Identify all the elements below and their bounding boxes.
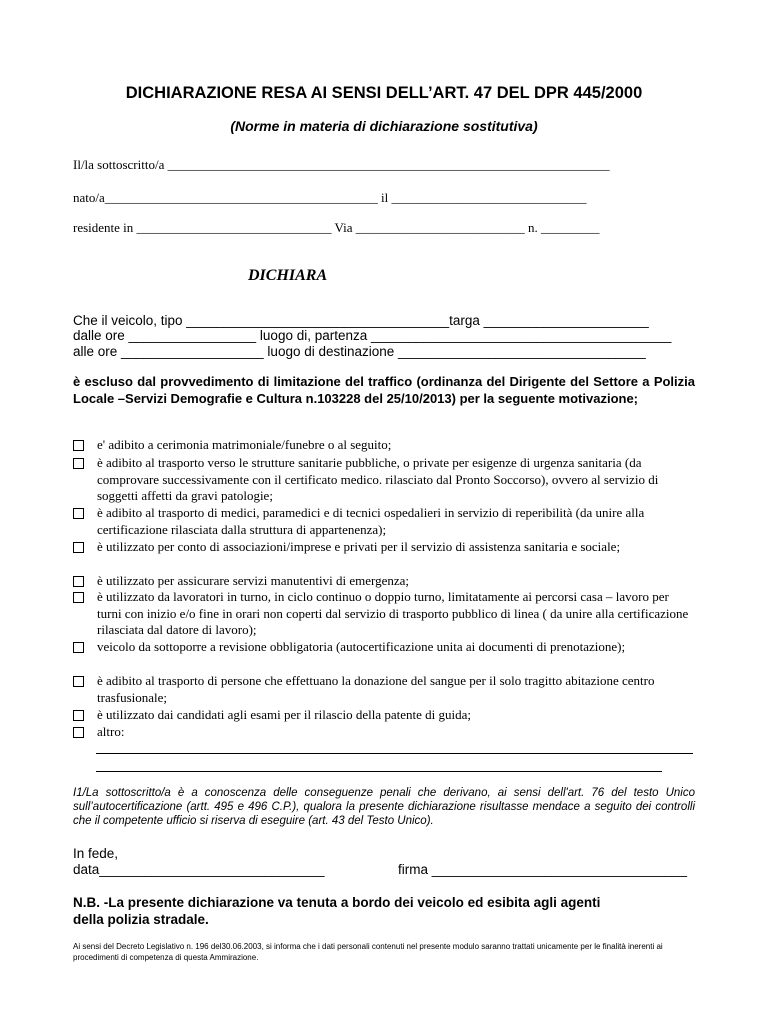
- residente-field[interactable]: residente in ______________________________ Via __________________________ n. _________: [73, 220, 600, 235]
- nb-line-1: N.B. -La presente dichiarazione va tenuta a bordo dei veicolo ed esibita agli agenti: [73, 895, 601, 910]
- in-fede-label: In fede,: [73, 846, 119, 861]
- checkbox[interactable]: [73, 576, 84, 587]
- vehicle-type-field[interactable]: Che il veicolo, tipo ___________________________________targa ______________________: [73, 313, 649, 328]
- option-associazioni[interactable]: [73, 539, 695, 573]
- privacy-notice: Ai sensi del Decreto Legislativo n. 196 del30.06.2003, si informa che i dati personali contenuti nel presente modulo saranno trattati unicamente per le finalità inerenti ai procedimenti di competenza di questa Ammirazione.: [73, 942, 663, 962]
- checkbox[interactable]: [73, 676, 84, 687]
- altro-line-1[interactable]: [96, 753, 693, 754]
- checkbox[interactable]: [73, 542, 84, 553]
- checkbox[interactable]: [73, 727, 84, 738]
- checkbox[interactable]: [73, 458, 84, 469]
- option-altro[interactable]: [73, 724, 695, 742]
- checkbox[interactable]: [73, 440, 84, 451]
- option-label: è utilizzato da lavoratori in turno, in ciclo continuo o doppio turno, limitatamente ai percorsi casa – lavoro per turni con inizio e/o fine in orari non coperti dal servizio di trasporto pubblico di linea ( da unire alla certificazione rilasciata dal datore di lavoro);: [97, 589, 689, 638]
- option-label: è adibito al trasporto di medici, paramedici e di tecnici ospedalieri in servizio di reperibilità (da unire alla certificazione rilasciata dalla struttura di appartenenza);: [97, 505, 645, 537]
- exclusion-statement: è escluso dal provvedimento di limitazione del traffico (ordinanza del Dirigente del Settore a Polizia Locale –Servizi Demografie e Cultura n.103228 del 25/10/2013) per la seguente motivazione;: [73, 374, 695, 406]
- option-label: è adibito al trasporto di persone che effettuano la donazione del sangue per il solo tragitto abitazione centro trasfusionale;: [97, 673, 655, 705]
- checkbox[interactable]: [73, 710, 84, 721]
- option-sanitaria[interactable]: [73, 455, 695, 505]
- nb-line-2: della polizia stradale.: [73, 912, 209, 927]
- sottoscritto-field[interactable]: Il/la sottoscritto/a ____________________________________________________________________: [73, 157, 610, 172]
- option-sangue[interactable]: [73, 673, 695, 707]
- option-patente[interactable]: [73, 707, 695, 725]
- option-label: è utilizzato dai candidati agli esami per il rilascio della patente di guida;: [97, 707, 471, 722]
- checkbox[interactable]: [73, 592, 84, 603]
- option-label: e' adibito a cerimonia matrimoniale/funebre o al seguito;: [97, 437, 392, 452]
- option-label: altro:: [97, 724, 125, 739]
- document-title: DICHIARAZIONE RESA AI SENSI DELL’ART. 47 DEL DPR 445/2000: [125, 84, 643, 102]
- nb-note: [73, 894, 600, 928]
- option-label: è utilizzato per assicurare servizi manutentivi di emergenza;: [97, 573, 409, 588]
- option-label: è adibito al trasporto verso le strutture sanitarie pubbliche, o private per esigenze di urgenza sanitaria (da comprovare successivamente con il certificato medico. rilasciato dal Pronto Soccorso), ovvero al servizio di soggetti affetti da gravi patologie;: [97, 455, 659, 504]
- departure-field[interactable]: dalle ore _________________ luogo di, partenza ________________________________________: [73, 328, 672, 343]
- option-lavoratori[interactable]: [73, 589, 695, 639]
- checkbox[interactable]: [73, 642, 84, 653]
- legal-warning: I1/La sottoscritto/a è a conoscenza delle conseguenze penali che derivano, ai sensi dell'art. 76 del testo Unico sull’autocertificazione (artt. 495 e 496 C.P.), qualora la presente dichiarazione risultasse mendace a seguito dei controlli che il competente ufficio si riserva di eseguire (art. 43 del Testo Unico).: [73, 787, 695, 827]
- option-label: è utilizzato per conto di associazioni/imprese e privati per il servizio di assistenza sanitaria e sociale;: [97, 539, 621, 554]
- signature-field[interactable]: firma __________________________________: [398, 862, 688, 877]
- option-revisione[interactable]: [73, 639, 695, 673]
- date-field[interactable]: data______________________________: [73, 862, 325, 877]
- destination-field[interactable]: alle ore ___________________ luogo di destinazione _________________________________: [73, 344, 646, 359]
- checkbox[interactable]: [73, 508, 84, 519]
- document-subtitle: (Norme in materia di dichiarazione sostitutiva): [230, 118, 538, 134]
- option-medici[interactable]: [73, 505, 695, 539]
- altro-line-2[interactable]: [96, 771, 662, 772]
- option-label: veicolo da sottoporre a revisione obbligatoria (autocertificazione unita ai documenti di prenotazione);: [97, 639, 626, 654]
- dichiara-heading: DICHIARA: [248, 267, 328, 284]
- option-cerimonia[interactable]: [73, 437, 695, 455]
- nato-field[interactable]: nato/a__________________________________________ il ______________________________: [73, 190, 587, 205]
